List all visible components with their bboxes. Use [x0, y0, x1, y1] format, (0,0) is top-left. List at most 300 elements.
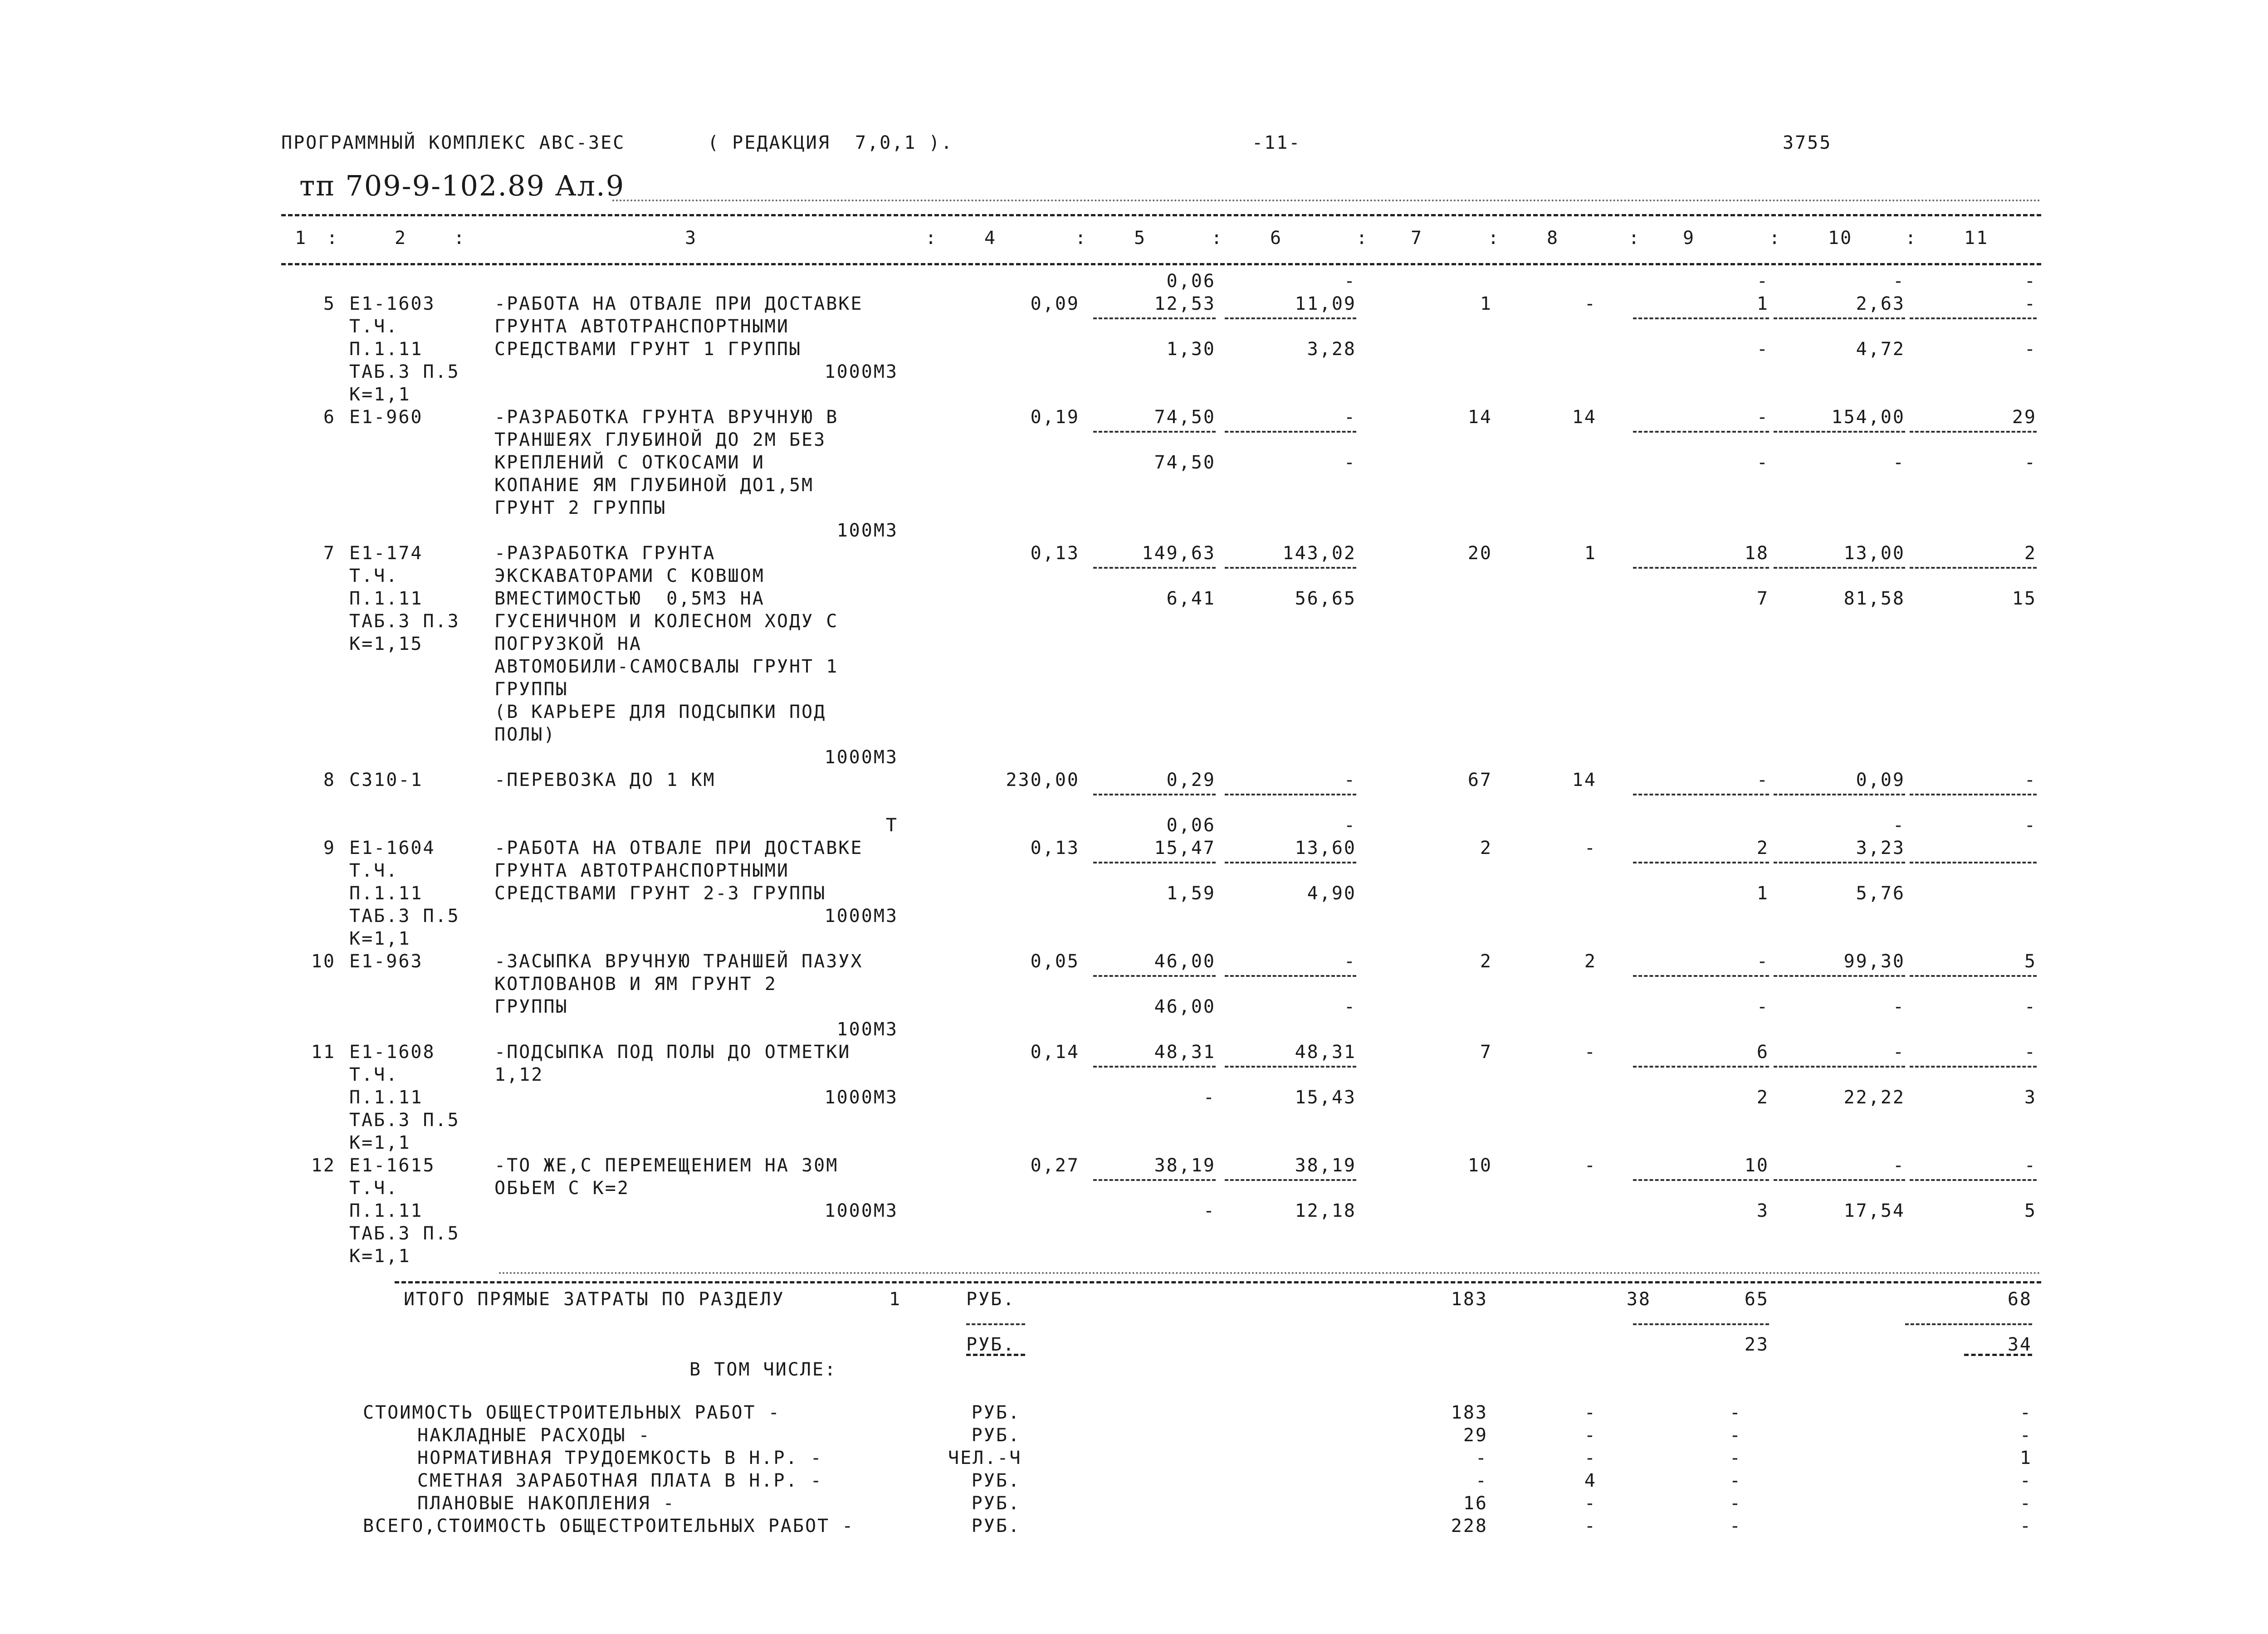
row-reference: Т.Ч. — [349, 1178, 399, 1199]
column-header-3: 3 — [685, 228, 698, 249]
summary-unit: РУБ. — [971, 1402, 1021, 1423]
row-rule-col11 — [1910, 1179, 2037, 1181]
row-c8: 1 — [1584, 543, 1597, 564]
row-code: Е1-960 — [349, 407, 423, 428]
row-c10b: 5,76 — [1856, 883, 1905, 904]
row-pre-c10: - — [1892, 271, 1905, 292]
row-code: Е1-174 — [349, 543, 423, 564]
totals-unit-rule — [966, 1323, 1025, 1325]
column-header-5: 5 — [1134, 228, 1147, 249]
row-description: ТРАНШЕЯХ ГЛУБИНОЙ ДО 2М БЕЗ — [494, 429, 826, 450]
row-c9: 1 — [1756, 293, 1769, 314]
row-c6: - — [1344, 407, 1356, 428]
totals-label: ИТОГО ПРЯМЫЕ ЗАТРАТЫ ПО РАЗДЕЛУ — [404, 1289, 785, 1310]
summary-unit: РУБ. — [971, 1425, 1021, 1446]
row-c11b: - — [2024, 815, 2037, 836]
row-description: -ЗАСЫПКА ВРУЧНУЮ ТРАНШЕЙ ПАЗУХ — [494, 951, 863, 972]
row-unit: 1000М3 — [824, 361, 898, 382]
row-description: СРЕДСТВАМИ ГРУНТ 1 ГРУППЫ — [494, 339, 802, 360]
summary-col7: 16 — [1463, 1493, 1488, 1514]
row-rule-col6 — [1225, 567, 1356, 569]
row-rule-col11 — [1910, 975, 2037, 977]
row-c11: - — [2024, 1155, 2037, 1176]
row-description: ГУСЕНИЧНОМ И КОЛЕСНОМ ХОДУ С — [494, 611, 839, 632]
row-rule-col10 — [1774, 975, 1905, 977]
row-c6: - — [1344, 951, 1356, 972]
row-c5: 46,00 — [1154, 951, 1216, 972]
row-rule-col6 — [1225, 317, 1356, 319]
row-c6b: 3,28 — [1307, 339, 1356, 360]
row-c5: 74,50 — [1154, 407, 1216, 428]
row-rule-col10 — [1774, 794, 1905, 795]
row-number: 6 — [323, 407, 336, 428]
row-description: СРЕДСТВАМИ ГРУНТ 2-3 ГРУППЫ — [494, 883, 826, 904]
row-unit: 100М3 — [836, 1019, 898, 1040]
row-rule-col9 — [1633, 317, 1769, 319]
row-unit: 100М3 — [836, 520, 898, 541]
row-c11b: - — [2024, 339, 2037, 360]
row-rule-col6 — [1225, 794, 1356, 795]
row-c7: 2 — [1480, 951, 1492, 972]
row-c10: - — [1892, 1155, 1905, 1176]
summary-col7: - — [1475, 1448, 1488, 1468]
column-header-1: 1 — [295, 228, 308, 249]
row-code: Е1-963 — [349, 951, 423, 972]
row-rule-col5 — [1093, 1066, 1216, 1068]
row-reference: ТАБ.3 П.5 — [349, 906, 460, 927]
row-c5b: 1,30 — [1166, 339, 1216, 360]
row-code: Е1-1615 — [349, 1155, 435, 1176]
row-c6b: 4,90 — [1307, 883, 1356, 904]
row-description: КРЕПЛЕНИЙ С ОТКОСАМИ И — [494, 452, 765, 473]
row-c11: 29 — [2012, 407, 2037, 428]
row-reference: Т.Ч. — [349, 860, 399, 881]
column-separator: : — [1769, 228, 1782, 249]
row-c6b: 15,43 — [1295, 1087, 1356, 1108]
row-rule-col10 — [1774, 862, 1905, 863]
summary-col8: 4 — [1584, 1470, 1597, 1491]
row-description: ГРУППЫ — [494, 679, 568, 700]
row-c9b: 2 — [1756, 1087, 1769, 1108]
row-c8: - — [1584, 838, 1597, 858]
row-qty: 0,19 — [1030, 407, 1080, 428]
row-rule-col6 — [1225, 1066, 1356, 1068]
totals-unit-2: РУБ. — [966, 1334, 1016, 1355]
row-c9: - — [1756, 407, 1769, 428]
row-number: 10 — [311, 951, 336, 972]
summary-col9: - — [1729, 1402, 1742, 1423]
row-qty: 0,09 — [1030, 293, 1080, 314]
row-c5b: 6,41 — [1166, 588, 1216, 609]
row-unit: 1000М3 — [824, 1087, 898, 1108]
row-rule-col5 — [1093, 975, 1216, 977]
row-qty: 230,00 — [1006, 770, 1080, 790]
row-pre-c6: - — [1344, 271, 1356, 292]
column-separator: : — [327, 228, 339, 249]
summary-label: ВСЕГО,СТОИМОСТЬ ОБЩЕСТРОИТЕЛЬНЫХ РАБОТ - — [363, 1516, 855, 1536]
row-reference: ТАБ.3 П.5 — [349, 1223, 460, 1244]
row-unit: 1000М3 — [824, 747, 898, 768]
row-rule-col10 — [1774, 431, 1905, 433]
row-c6: 48,31 — [1295, 1042, 1356, 1063]
row-description: -ТО ЖЕ,С ПЕРЕМЕЩЕНИЕМ НА 30М — [494, 1155, 839, 1176]
row-c9b: 1 — [1756, 883, 1769, 904]
summary-col7: 228 — [1451, 1516, 1488, 1536]
summary-col9: - — [1729, 1425, 1742, 1446]
row-pre-c9: - — [1756, 271, 1769, 292]
row-c5b: 1,59 — [1166, 883, 1216, 904]
row-c8: 2 — [1584, 951, 1597, 972]
row-code: Е1-1608 — [349, 1042, 435, 1063]
totals-section: 1 — [889, 1289, 902, 1310]
row-c10: 99,30 — [1843, 951, 1905, 972]
summary-col8: - — [1584, 1448, 1597, 1468]
row-rule-col9 — [1633, 567, 1769, 569]
row-rule-col9 — [1633, 794, 1769, 795]
row-description: КОТЛОВАНОВ И ЯМ ГРУНТ 2 — [494, 974, 777, 995]
row-rule-col9 — [1633, 1179, 1769, 1181]
summary-label: НАКЛАДНЫЕ РАСХОДЫ - — [417, 1425, 651, 1446]
row-c9: 10 — [1744, 1155, 1769, 1176]
row-c9b: - — [1756, 452, 1769, 473]
summary-col8: - — [1584, 1493, 1597, 1514]
row-description: (В КАРЬЕРЕ ДЛЯ ПОДСЫПКИ ПОД — [494, 702, 826, 722]
row-rule-col5 — [1093, 431, 1216, 433]
summary-col9: - — [1729, 1516, 1742, 1536]
summary-label: ПЛАНОВЫЕ НАКОПЛЕНИЯ - — [417, 1493, 675, 1514]
totals-col9-b: 23 — [1744, 1334, 1769, 1355]
row-description: ПОГРУЗКОЙ НА — [494, 634, 642, 654]
column-separator: : — [925, 228, 938, 249]
row-c8: - — [1584, 1155, 1597, 1176]
column-separator: : — [1628, 228, 1641, 249]
row-c7: 1 — [1480, 293, 1492, 314]
row-c5b: - — [1203, 1200, 1216, 1221]
row-rule-col10 — [1774, 1179, 1905, 1181]
row-rule-col11 — [1910, 431, 2037, 433]
row-c8: - — [1584, 1042, 1597, 1063]
row-c8: 14 — [1572, 770, 1597, 790]
row-description: ГРУНТ 2 ГРУППЫ — [494, 498, 667, 518]
row-rule-col11 — [1910, 862, 2037, 863]
row-code: Е1-1604 — [349, 838, 435, 858]
column-header-4: 4 — [984, 228, 997, 249]
column-separator: : — [454, 228, 466, 249]
column-header-6: 6 — [1270, 228, 1283, 249]
row-c10: 154,00 — [1831, 407, 1905, 428]
row-c9: 18 — [1744, 543, 1769, 564]
row-c11b: 15 — [2012, 588, 2037, 609]
row-c5b: 0,06 — [1166, 815, 1216, 836]
totals-col11-b: 34 — [2007, 1334, 2032, 1355]
summary-col8: - — [1584, 1516, 1597, 1536]
row-qty: 0,05 — [1030, 951, 1080, 972]
row-unit: Т — [885, 815, 898, 836]
program-name: ПРОГРАММНЫЙ КОМПЛЕКС АВС-3ЕС — [281, 132, 626, 153]
totals-col9: 65 — [1744, 1289, 1769, 1310]
row-c5: 149,63 — [1142, 543, 1216, 564]
column-separator: : — [1211, 228, 1224, 249]
row-reference: П.1.11 — [349, 588, 423, 609]
table-top-rule — [281, 214, 2041, 216]
row-qty: 0,13 — [1030, 838, 1080, 858]
row-c9: 2 — [1756, 838, 1769, 858]
row-c11b: - — [2024, 996, 2037, 1017]
totals-col11-underline — [1964, 1354, 2032, 1356]
row-c6b: - — [1344, 452, 1356, 473]
row-rule-col9 — [1633, 431, 1769, 433]
row-qty: 0,27 — [1030, 1155, 1080, 1176]
row-reference: П.1.11 — [349, 1087, 423, 1108]
row-rule-col11 — [1910, 317, 2037, 319]
row-rule-col5 — [1093, 794, 1216, 795]
row-c5: 12,53 — [1154, 293, 1216, 314]
edition-label: ( РЕДАКЦИЯ 7,0,1 ). — [708, 132, 953, 153]
row-rule-col11 — [1910, 567, 2037, 569]
summary-unit: РУБ. — [971, 1470, 1021, 1491]
row-pre-c11: - — [2024, 271, 2037, 292]
row-reference: К=1,15 — [349, 634, 423, 654]
including-label: В ТОМ ЧИСЛЕ: — [689, 1359, 837, 1380]
row-c9: 6 — [1756, 1042, 1769, 1063]
totals-unit: РУБ. — [966, 1289, 1016, 1310]
row-reference: Т.Ч. — [349, 316, 399, 337]
row-code: Е1-1603 — [349, 293, 435, 314]
row-reference: Т.Ч. — [349, 566, 399, 586]
row-c10b: 17,54 — [1843, 1200, 1905, 1221]
summary-col8: - — [1584, 1402, 1597, 1423]
row-rule-col5 — [1093, 567, 1216, 569]
row-c7: 7 — [1480, 1042, 1492, 1063]
summary-col11: - — [2019, 1493, 2032, 1514]
row-rule-col10 — [1774, 317, 1905, 319]
row-c7: 67 — [1467, 770, 1492, 790]
row-description: ПОЛЫ) — [494, 724, 556, 745]
row-c11b: 3 — [2024, 1087, 2037, 1108]
row-c6: 38,19 — [1295, 1155, 1356, 1176]
column-separator: : — [1356, 228, 1369, 249]
row-rule-col11 — [1910, 1066, 2037, 1068]
row-reference: Т.Ч. — [349, 1064, 399, 1085]
row-c5b: 74,50 — [1154, 452, 1216, 473]
summary-col11: - — [2019, 1470, 2032, 1491]
summary-col9: - — [1729, 1448, 1742, 1468]
row-c10b: 4,72 — [1856, 339, 1905, 360]
row-description: -РАЗРАБОТКА ГРУНТА — [494, 543, 716, 564]
row-c8: 14 — [1572, 407, 1597, 428]
column-header-8: 8 — [1547, 228, 1559, 249]
row-qty: 0,14 — [1030, 1042, 1080, 1063]
row-c11: - — [2024, 1042, 2037, 1063]
row-description: -РАБОТА НА ОТВАЛЕ ПРИ ДОСТАВКЕ — [494, 838, 863, 858]
row-rule-col5 — [1093, 862, 1216, 863]
row-description: -РАЗРАБОТКА ГРУНТА ВРУЧНУЮ В — [494, 407, 839, 428]
row-c10: 0,09 — [1856, 770, 1905, 790]
row-description: -ПЕРЕВОЗКА ДО 1 КМ — [494, 770, 716, 790]
row-c5b: 46,00 — [1154, 996, 1216, 1017]
row-c10b: 81,58 — [1843, 588, 1905, 609]
summary-col7: 183 — [1451, 1402, 1488, 1423]
column-separator: : — [1075, 228, 1088, 249]
row-reference: К=1,1 — [349, 928, 411, 949]
row-unit: 1000М3 — [824, 906, 898, 927]
summary-col7: 29 — [1463, 1425, 1488, 1446]
row-description: 1,12 — [494, 1064, 544, 1085]
row-c9b: 3 — [1756, 1200, 1769, 1221]
row-c11b: 5 — [2024, 1200, 2037, 1221]
row-number: 9 — [323, 838, 336, 858]
header-dotted-line — [612, 200, 2041, 201]
row-rule-col6 — [1225, 431, 1356, 433]
row-c7: 10 — [1467, 1155, 1492, 1176]
row-description: ГРУНТА АВТОТРАНСПОРТНЫМИ — [494, 316, 789, 337]
row-reference: ТАБ.3 П.5 — [349, 361, 460, 382]
row-rule-col10 — [1774, 1066, 1905, 1068]
row-c5: 38,19 — [1154, 1155, 1216, 1176]
row-rule-col5 — [1093, 317, 1216, 319]
summary-unit: РУБ. — [971, 1493, 1021, 1514]
row-c5b: - — [1203, 1087, 1216, 1108]
row-c10b: 22,22 — [1843, 1087, 1905, 1108]
row-description: -РАБОТА НА ОТВАЛЕ ПРИ ДОСТАВКЕ — [494, 293, 863, 314]
row-c6: 143,02 — [1282, 543, 1356, 564]
column-header-9: 9 — [1683, 228, 1696, 249]
row-c10: - — [1892, 1042, 1905, 1063]
summary-unit: РУБ. — [971, 1516, 1021, 1536]
row-rule-col6 — [1225, 1179, 1356, 1181]
row-c10: 2,63 — [1856, 293, 1905, 314]
row-reference: К=1,1 — [349, 1246, 411, 1267]
row-c10b: - — [1892, 996, 1905, 1017]
column-header-7: 7 — [1411, 228, 1423, 249]
row-rule-col9 — [1633, 975, 1769, 977]
totals-col11-rule — [1905, 1323, 2032, 1325]
summary-label: СТОИМОСТЬ ОБЩЕСТРОИТЕЛЬНЫХ РАБОТ - — [363, 1402, 781, 1423]
row-c9: - — [1756, 770, 1769, 790]
row-reference: К=1,1 — [349, 1132, 411, 1153]
row-rule-col10 — [1774, 567, 1905, 569]
summary-col11: 1 — [2019, 1448, 2032, 1468]
row-unit: 1000М3 — [824, 1200, 898, 1221]
row-description: -ПОДСЫПКА ПОД ПОЛЫ ДО ОТМЕТКИ — [494, 1042, 851, 1063]
row-reference: К=1,1 — [349, 384, 411, 405]
row-rule-col6 — [1225, 975, 1356, 977]
row-reference: П.1.11 — [349, 339, 423, 360]
row-c9b: 7 — [1756, 588, 1769, 609]
document-reference: тп 709-9-102.89 Ал.9 — [299, 169, 625, 202]
row-rule-col6 — [1225, 862, 1356, 863]
row-description: ГРУНТА АВТОТРАНСПОРТНЫМИ — [494, 860, 789, 881]
rows-end-dotted-line — [499, 1272, 2041, 1274]
row-pre-c5: 0,06 — [1166, 271, 1216, 292]
row-reference: ТАБ.3 П.5 — [349, 1110, 460, 1131]
summary-col9: - — [1729, 1493, 1742, 1514]
row-c10b: - — [1892, 452, 1905, 473]
row-c6: - — [1344, 770, 1356, 790]
row-description: КОПАНИЕ ЯМ ГЛУБИНОЙ ДО1,5М — [494, 475, 814, 496]
totals-col9-rule — [1633, 1323, 1769, 1325]
row-description: ВМЕСТИМОСТЬЮ 0,5М3 НА — [494, 588, 765, 609]
summary-col11: - — [2019, 1516, 2032, 1536]
summary-label: СМЕТНАЯ ЗАРАБОТНАЯ ПЛАТА В Н.Р. - — [417, 1470, 823, 1491]
row-c6b: - — [1344, 996, 1356, 1017]
summary-col7: - — [1475, 1470, 1488, 1491]
row-number: 11 — [311, 1042, 336, 1063]
column-separator: : — [1905, 228, 1918, 249]
row-description: ЭКСКАВАТОРАМИ С КОВШОМ — [494, 566, 765, 586]
summary-col9: - — [1729, 1470, 1742, 1491]
totals-col11: 68 — [2007, 1289, 2032, 1310]
row-code: С310-1 — [349, 770, 423, 790]
summary-col11: - — [2019, 1425, 2032, 1446]
row-rule-col9 — [1633, 1066, 1769, 1068]
row-reference: П.1.11 — [349, 1200, 423, 1221]
row-c9: - — [1756, 951, 1769, 972]
row-c11: 2 — [2024, 543, 2037, 564]
summary-col8: - — [1584, 1425, 1597, 1446]
summary-col11: - — [2019, 1402, 2032, 1423]
row-rule-col9 — [1633, 862, 1769, 863]
row-c5: 15,47 — [1154, 838, 1216, 858]
row-c10b: - — [1892, 815, 1905, 836]
row-c7: 20 — [1467, 543, 1492, 564]
row-c11: - — [2024, 293, 2037, 314]
column-header-2: 2 — [395, 228, 407, 249]
row-c9b: - — [1756, 996, 1769, 1017]
row-number: 5 — [323, 293, 336, 314]
totals-top-rule — [395, 1281, 2041, 1283]
row-description: ОБЬЕМ С К=2 — [494, 1178, 630, 1199]
row-c5: 48,31 — [1154, 1042, 1216, 1063]
column-header-rule — [281, 263, 2041, 265]
page-mark: -11- — [1252, 132, 1301, 153]
row-qty: 0,13 — [1030, 543, 1080, 564]
row-c11: 5 — [2024, 951, 2037, 972]
row-c10: 13,00 — [1843, 543, 1905, 564]
row-c9b: - — [1756, 339, 1769, 360]
row-c11: - — [2024, 770, 2037, 790]
row-description: АВТОМОБИЛИ-САМОСВАЛЫ ГРУНТ 1 — [494, 656, 839, 677]
row-c6b: 56,65 — [1295, 588, 1356, 609]
row-description: ГРУППЫ — [494, 996, 568, 1017]
row-c6: 11,09 — [1295, 293, 1356, 314]
row-number: 12 — [311, 1155, 336, 1176]
row-number: 8 — [323, 770, 336, 790]
row-c6: 13,60 — [1295, 838, 1356, 858]
row-c6b: 12,18 — [1295, 1200, 1356, 1221]
summary-label: НОРМАТИВНАЯ ТРУДОЕМКОСТЬ В Н.Р. - — [417, 1448, 823, 1468]
row-c8: - — [1584, 293, 1597, 314]
row-c7: 2 — [1480, 838, 1492, 858]
document-number: 3755 — [1783, 132, 1832, 153]
totals-col8: 38 — [1626, 1289, 1651, 1310]
row-c7: 14 — [1467, 407, 1492, 428]
row-c6b: - — [1344, 815, 1356, 836]
column-header-10: 10 — [1828, 228, 1853, 249]
summary-unit: ЧЕЛ.-Ч — [948, 1448, 1022, 1468]
row-reference: ТАБ.3 П.3 — [349, 611, 460, 632]
row-number: 7 — [323, 543, 336, 564]
row-rule-col5 — [1093, 1179, 1216, 1181]
totals-unit-underline — [966, 1354, 1025, 1356]
row-reference: П.1.11 — [349, 883, 423, 904]
row-c11b: - — [2024, 452, 2037, 473]
totals-col7: 183 — [1451, 1289, 1488, 1310]
column-header-11: 11 — [1964, 228, 1989, 249]
row-c5: 0,29 — [1166, 770, 1216, 790]
column-separator: : — [1488, 228, 1501, 249]
row-rule-col11 — [1910, 794, 2037, 795]
